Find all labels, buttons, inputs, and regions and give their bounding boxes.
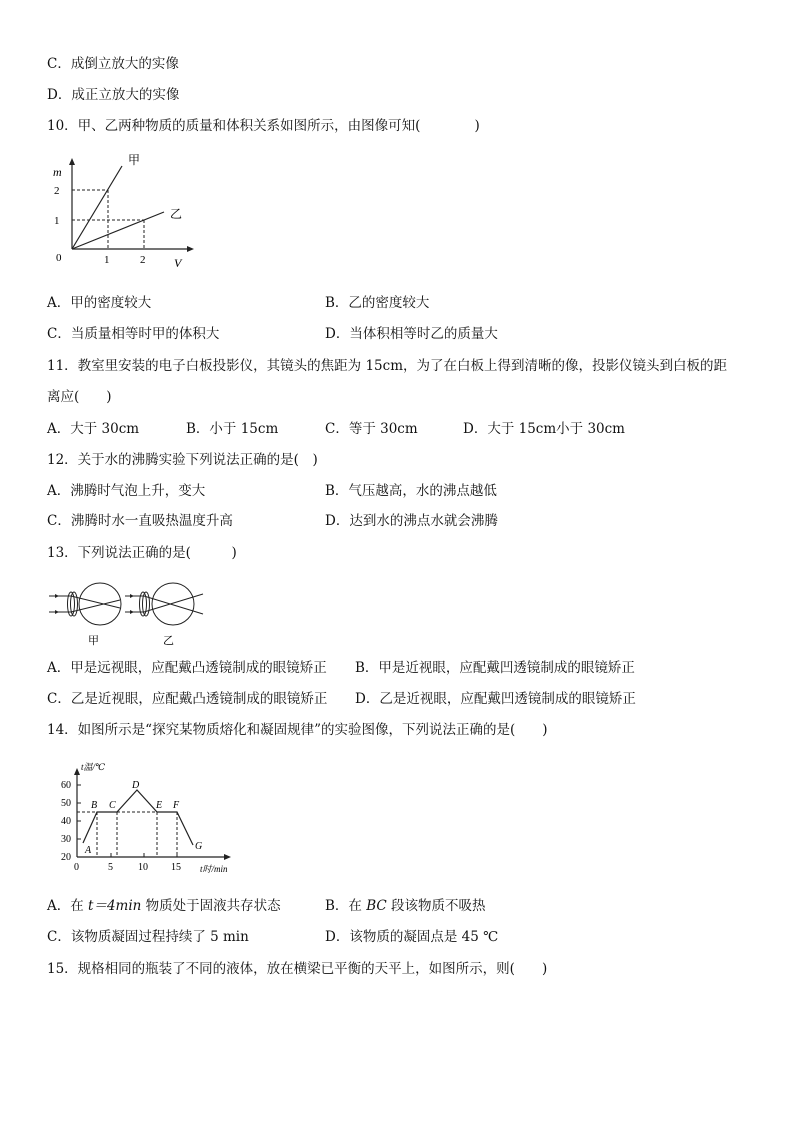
q13-stem: 13．下列说法正确的是( ): [47, 545, 237, 561]
q10-line-yi: [72, 212, 164, 249]
q13-label-yi: 乙: [163, 635, 174, 647]
q14-x-tick-0: 0: [74, 862, 79, 873]
q12-option-a: A．沸腾时气泡上升，变大: [47, 483, 206, 499]
q14-point-a: A: [85, 845, 92, 856]
q10-series-yi-label: 乙: [170, 207, 183, 221]
q14-point-d: D: [132, 780, 140, 791]
q10-line-jia: [72, 166, 122, 249]
q14-option-a-math: t＝4min: [88, 898, 142, 914]
q11-option-a: A．大于 30cm: [47, 421, 140, 437]
q13-eye-diagram: [45, 578, 205, 650]
q13-option-a: A．甲是远视眼，应配戴凸透镜制成的眼镜矫正: [47, 660, 327, 676]
q10-mass-volume-graph: [40, 150, 200, 275]
q14-point-f: F: [173, 800, 180, 811]
q10-option-a: A．甲的密度较大: [47, 295, 152, 311]
q14-point-b: B: [91, 800, 98, 811]
q12-option-b: B．气压越高，水的沸点越低: [325, 483, 497, 499]
q14-y-axis-label: t温/℃: [81, 762, 106, 772]
q9-option-d: D．成正立放大的实像: [47, 87, 180, 103]
q10-option-d: D．当体积相等时乙的质量大: [325, 326, 498, 342]
q10-x-axis-label: V: [174, 256, 182, 270]
q11-option-c: C．等于 30cm: [325, 421, 418, 437]
q14-x-axis-label: t时/min: [200, 864, 228, 874]
q9-option-c: C．成倒立放大的实像: [47, 56, 179, 72]
q14-option-d: D．该物质的凝固点是 45 ℃: [325, 929, 499, 945]
q14-point-g: G: [195, 841, 203, 852]
q15-stem: 15．规格相同的瓶装了不同的液体，放在横梁已平衡的天平上，如图所示，则( ): [47, 961, 548, 977]
q14-y-tick-40: 40: [61, 816, 71, 827]
q12-stem: 12．关于水的沸腾实验下列说法正确的是( ): [47, 452, 318, 468]
q14-option-b: [325, 897, 486, 915]
q14-option-c: C．该物质凝固过程持续了 5 min: [47, 929, 249, 945]
q14-option-a-prefix: A．在: [47, 898, 84, 914]
q14-option-b-math: BC: [366, 898, 387, 914]
q14-option-b-prefix: B．在: [325, 898, 362, 914]
q10-x-tick-1: 1: [104, 254, 110, 266]
q12-option-c: C．沸腾时水一直吸热温度升高: [47, 513, 233, 529]
q14-option-b-suffix: 段该物质不吸热: [391, 898, 486, 914]
q10-option-c: C．当质量相等时甲的体积大: [47, 326, 220, 342]
q14-stem: 14．如图所示是“探究某物质熔化和凝固规律”的实验图像，下列说法正确的是( ): [47, 722, 548, 738]
q10-option-b: B．乙的密度较大: [325, 295, 430, 311]
q14-y-tick-20: 20: [61, 852, 71, 863]
q13-option-b: B．甲是近视眼，应配戴凹透镜制成的眼镜矫正: [355, 660, 635, 676]
q13-option-c: C．乙是近视眼，应配戴凸透镜制成的眼镜矫正: [47, 691, 328, 707]
q14-point-e: E: [156, 800, 163, 811]
q11-option-d: D．大于 15cm小于 30cm: [463, 421, 625, 437]
q14-x-tick-10: 10: [138, 862, 148, 873]
q13-eye-yi: [125, 583, 203, 647]
q13-eye-jia: [49, 583, 121, 647]
q13-label-jia: 甲: [88, 635, 99, 647]
q10-series-jia-label: 甲: [128, 153, 141, 167]
q11-option-b: B．小于 15cm: [186, 421, 279, 437]
q10-x-tick-2: 2: [140, 254, 146, 266]
q14-temperature-graph: [55, 760, 240, 875]
q10-y-axis-label: m: [53, 165, 62, 179]
q11-stem-line1: 11．教室里安装的电子白板投影仪，其镜头的焦距为 15cm，为了在白板上得到清晰的像，投影仪镜头到白板的距: [47, 358, 728, 374]
q14-x-tick-5: 5: [108, 862, 113, 873]
q13-option-d: D．乙是近视眼，应配戴凹透镜制成的眼镜矫正: [355, 691, 636, 707]
q14-point-c: C: [109, 800, 116, 811]
q10-stem: 10．甲、乙两种物质的质量和体积关系如图所示，由图像可知( ): [47, 118, 480, 134]
q10-y-tick-2: 2: [54, 185, 60, 197]
q14-y-tick-60: 60: [61, 780, 71, 791]
q14-option-a-suffix: 物质处于固液共存状态: [145, 898, 281, 914]
q14-x-tick-15: 15: [171, 862, 181, 873]
q10-origin-label: 0: [56, 252, 62, 264]
q11-stem-line2: 离应( ): [47, 389, 112, 405]
q14-option-a: [47, 897, 281, 915]
q12-option-d: D．达到水的沸点水就会沸腾: [325, 513, 498, 529]
q14-y-tick-30: 30: [61, 834, 71, 845]
q10-y-tick-1: 1: [54, 215, 60, 227]
q14-y-tick-50: 50: [61, 798, 71, 809]
